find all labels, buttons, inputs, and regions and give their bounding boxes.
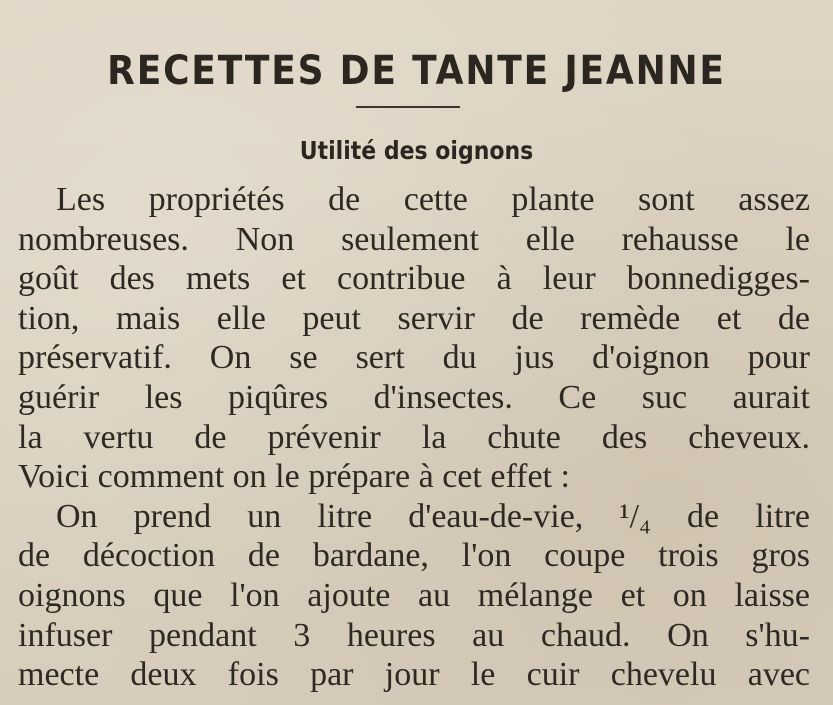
text-line: la vertu de prévenir la chute des cheveux. (18, 418, 810, 456)
text-line: préservatif. On se sert du jus d'oignon pour (18, 339, 810, 377)
text-line: Voici comment on le prépare à cet effet : (18, 458, 570, 496)
text-line: tion, mais elle peut servir de remède et de (18, 299, 810, 337)
text-line: guérir les piqûres d'insectes. Ce suc aurait (18, 378, 810, 416)
text-line: oignons que l'on ajoute au mélange et on laisse (18, 576, 810, 614)
article-body (18, 180, 810, 695)
title-underline (356, 106, 460, 108)
text-line: de décoction de bardane, l'on coupe trois gros (18, 537, 810, 575)
text-line: Les propriétés de cette plante sont assez (56, 181, 810, 218)
text-line: nombreuses. Non seulement elle rehausse le (18, 220, 810, 258)
text-line: On prend un litre d'eau-de-vie, ¹/₄ de litre (56, 497, 810, 535)
article-title: RECETTES DE TANTE JEANNE (107, 48, 726, 94)
article-subtitle: Utilité des oignons (299, 136, 534, 165)
text-line: infuser pendant 3 heures au chaud. On s'hu- (18, 616, 810, 654)
text-line: mecte deux fois par jour le cuir chevelu avec (18, 656, 810, 694)
text-line: goût des mets et contribue à leur bonnedigges- (18, 260, 810, 298)
